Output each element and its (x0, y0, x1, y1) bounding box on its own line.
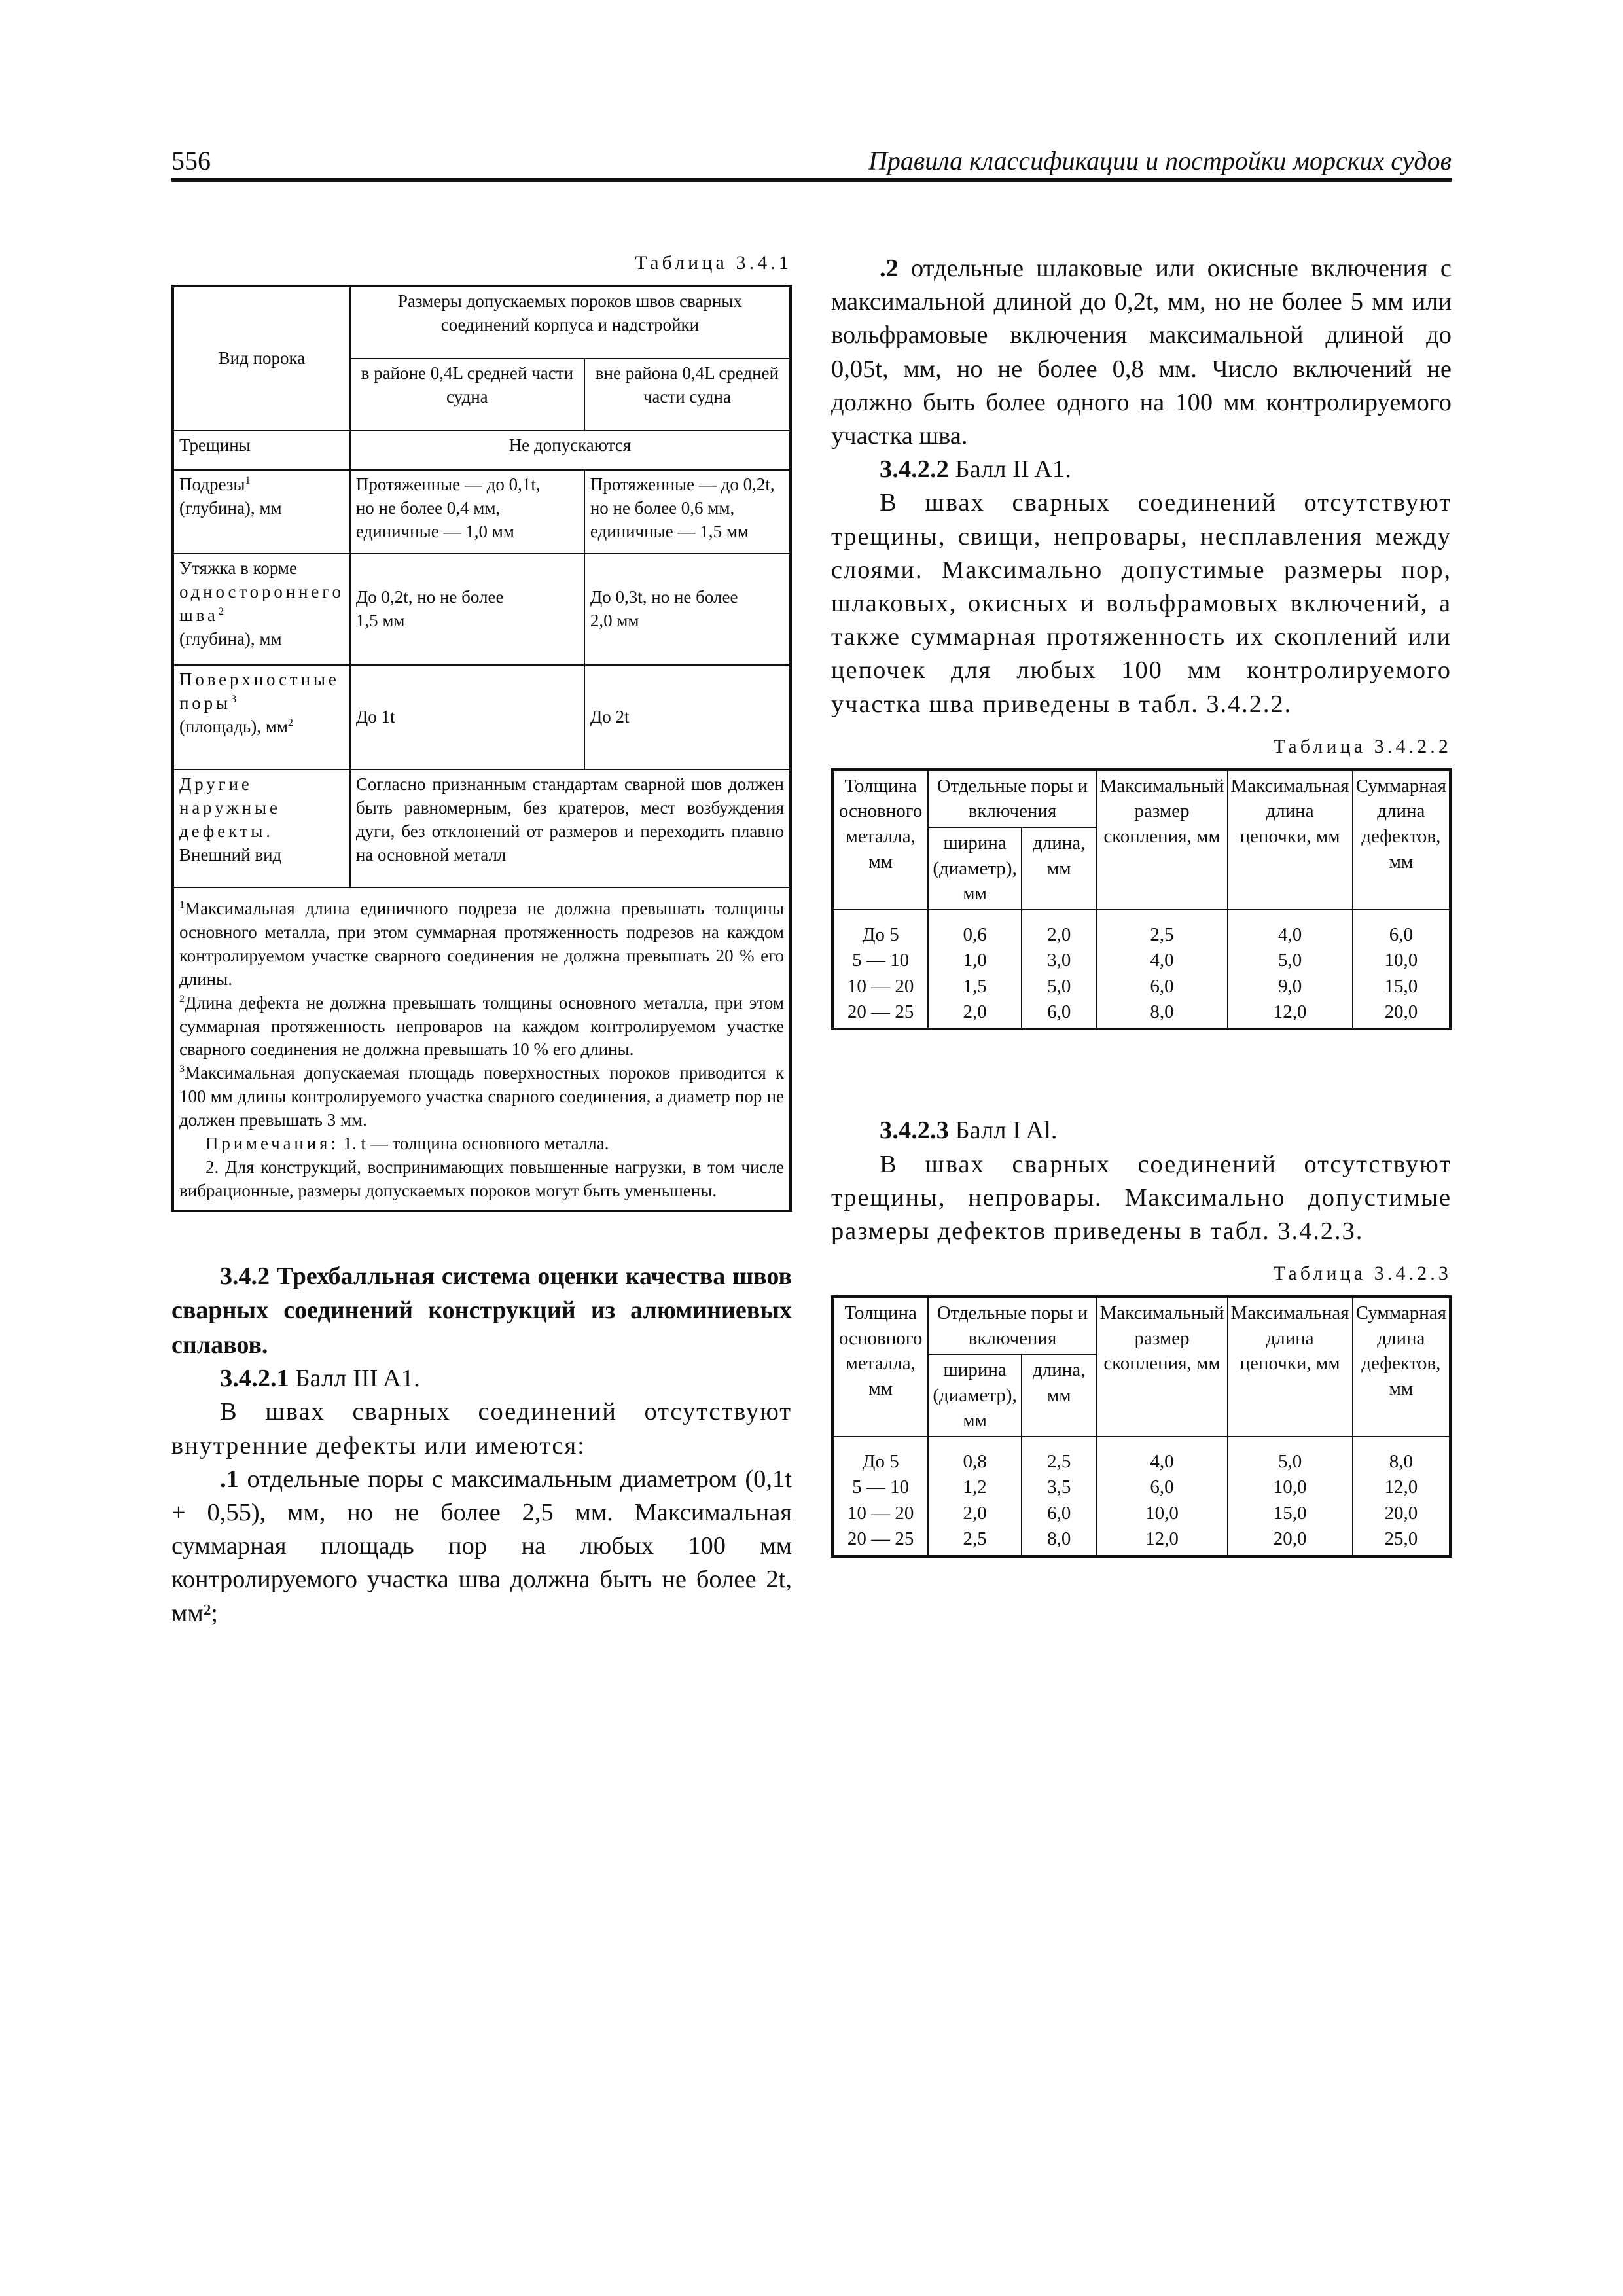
th-length: длина, мм (1022, 1354, 1097, 1437)
left-column (171, 252, 792, 1630)
th-chain: Максимальная длина цепочки, мм (1228, 1297, 1353, 1437)
section-3423-text: В швах сварных соединений отсутствуют трещины, непровары. Максимально допустимые размеры дефектов приведены в табл. 3.4.2.3. (831, 1150, 1452, 1246)
remark-2: 2. Для конструкций, воспринимающих повышенные нагрузки, в том числе вибрационные, размеры допускаемых пороков могут быть уменьшены. (179, 1157, 784, 1200)
section-342-heading: 3.4.2 Трехбалльная система оценки качества швов сварных соединений конструкций из алюминиевых сплавов. (171, 1262, 792, 1359)
table-341-caption: Таблица 3.4.1 (635, 252, 792, 274)
col-chain: 5,0 10,0 15,0 20,0 (1228, 1437, 1353, 1556)
row-undercut-name: Подрезы$^1$ (глубина), мм (173, 470, 350, 554)
th-separate: Отдельные поры и включения (928, 1297, 1096, 1354)
th-cluster: Максимальный размер скопления, мм (1097, 770, 1228, 910)
note-2: $^2$Длина дефекта не должна превышать толщины основного металла, при этом суммарная протяженность непроваров на каждом контролируемом участке сварного соединения не должна превышать 10 % его длины. (179, 992, 784, 1060)
section-3422: 3.4.2.2 Балл II A1. (880, 456, 1071, 484)
th-thickness: Толщина основного металла, мм (832, 770, 928, 910)
th-total: Суммарная длина дефектов, мм (1353, 1297, 1450, 1437)
row-other-name: Другие наружные дефекты. Внешний вид (173, 770, 350, 888)
col-length: 2,0 3,0 5,0 6,0 (1022, 910, 1097, 1030)
item-1: .1 отдельные поры с максимальным диаметром (0,1t + 0,55), мм, но не более 2,5 мм. Максимальная суммарная площадь пор на любых 100 мм контролируемого участка шва должна быть не более 2t, мм²; (171, 1465, 792, 1627)
row-pores-name: Поверхностные поры$^3$ (площадь), $мм^2$ (173, 665, 350, 770)
th-width: ширина (диаметр), мм (928, 1354, 1022, 1437)
row-shrinkage-mid: До 0,2t, но не более 1,5 мм (350, 554, 584, 665)
table-3422-caption: Таблица 3.4.2.2 (1273, 735, 1452, 757)
th-defect-type: Вид порока (173, 286, 350, 431)
th-width: ширина (диаметр), мм (928, 827, 1022, 910)
header-rule (171, 178, 1452, 182)
row-shrinkage-name: Утяжка в корме одностороннего шва$^2$ (глубина), мм (173, 554, 350, 665)
col-cluster: 2,5 4,0 6,0 8,0 (1097, 910, 1228, 1030)
col-thickness: До 5 5 — 10 10 — 20 20 — 25 (832, 910, 928, 1030)
row-shrinkage-outside: До 0,3t, но не более 2,0 мм (584, 554, 791, 665)
col-total: 8,0 12,0 20,0 25,0 (1353, 1437, 1450, 1556)
note-1: $^1$Максимальная длина единичного подреза не должна превышать толщины основного металла, при этом суммарная протяженность подрезов на каждом контролируемом участке сварного соединения не должна превышать 20 % его длины. (179, 899, 784, 989)
col-width: 0,6 1,0 1,5 2,0 (928, 910, 1022, 1030)
right-column (831, 252, 1452, 1558)
col-width: 0,8 1,2 2,0 2,5 (928, 1437, 1022, 1556)
th-mid-region: в районе 0,4L средней части судна (350, 359, 584, 431)
col-chain: 4,0 5,0 9,0 12,0 (1228, 910, 1353, 1030)
table-3423 (831, 1295, 1452, 1558)
section-3421-text: В швах сварных соединений отсутствуют внутренние дефекты или имеются: (171, 1398, 792, 1460)
col-total: 6,0 10,0 15,0 20,0 (1353, 910, 1450, 1030)
table-341 (171, 285, 792, 1212)
col-thickness: До 5 5 — 10 10 — 20 20 — 25 (832, 1437, 928, 1556)
table-3422 (831, 768, 1452, 1031)
item-2: .2 отдельные шлаковые или окисные включения с максимальной длиной до 0,2t, мм, но не более 5 мм или вольфрамовые включения максимальной длиной до 0,05t, мм, но не более 0,8 мм. Число включений не должно быть более одного на 100 мм контролируемого участка шва. (831, 255, 1452, 450)
running-title: Правила классификации и постройки морских судов (868, 146, 1452, 175)
row-other-value: Согласно признанным стандартам сварной шов должен быть равномерным, без кратеров, мест возбуждения дуги, без отклонений от размеров и переходить плавно на основной металл (350, 770, 791, 888)
col-length: 2,5 3,5 6,0 8,0 (1022, 1437, 1097, 1556)
th-cluster: Максимальный размер скопления, мм (1097, 1297, 1228, 1437)
note-3: $^3$Максимальная допускаемая площадь поверхностных пороков приводится к 100 мм длины контролируемого участка сварного соединения, а диаметр пор не должен превышать 3 мм. (179, 1063, 784, 1130)
row-cracks-value: Не допускаются (350, 431, 791, 470)
row-undercut-outside: Протяженные — до 0,2t, но не более 0,6 мм, единичные — 1,5 мм (584, 470, 791, 554)
table-3423-caption: Таблица 3.4.2.3 (1273, 1263, 1452, 1285)
table-341-notes (173, 888, 791, 1211)
th-separate: Отдельные поры и включения (928, 770, 1096, 827)
page-number: 556 (171, 146, 211, 175)
row-pores-mid: До 1t (350, 665, 584, 770)
row-pores-outside: До 2t (584, 665, 791, 770)
col-cluster: 4,0 6,0 10,0 12,0 (1097, 1437, 1228, 1556)
section-3422-text: В швах сварных соединений отсутствуют трещины, свищи, непровары, несплавления между слоями. Максимально допустимые размеры пор, шлаковых, окисных и вольфрамовых включений, а также суммарная протяженность их скоплений или цепочек для любых 100 мм контролируемого участка шва приведены в табл. 3.4.2.2. (831, 489, 1452, 718)
section-3421: 3.4.2.1 Балл III A1. (220, 1365, 420, 1393)
section-3423: 3.4.2.3 Балл I Al. (880, 1117, 1058, 1145)
th-chain: Максимальная длина цепочки, мм (1228, 770, 1353, 910)
row-undercut-mid: Протяженные — до 0,1t, но не более 0,4 мм, единичные — 1,0 мм (350, 470, 584, 554)
remark-1: Примечания: 1. t — толщина основного металла. (205, 1134, 609, 1154)
th-length: длина, мм (1022, 827, 1097, 910)
th-total: Суммарная длина дефектов, мм (1353, 770, 1450, 910)
row-cracks-name: Трещины (173, 431, 350, 470)
th-outside-region: вне района 0,4L средней части судна (584, 359, 791, 431)
th-sizes: Размеры допускаемых пороков швов сварных соединений корпуса и надстройки (350, 286, 791, 359)
th-thickness: Толщина основного металла, мм (832, 1297, 928, 1437)
